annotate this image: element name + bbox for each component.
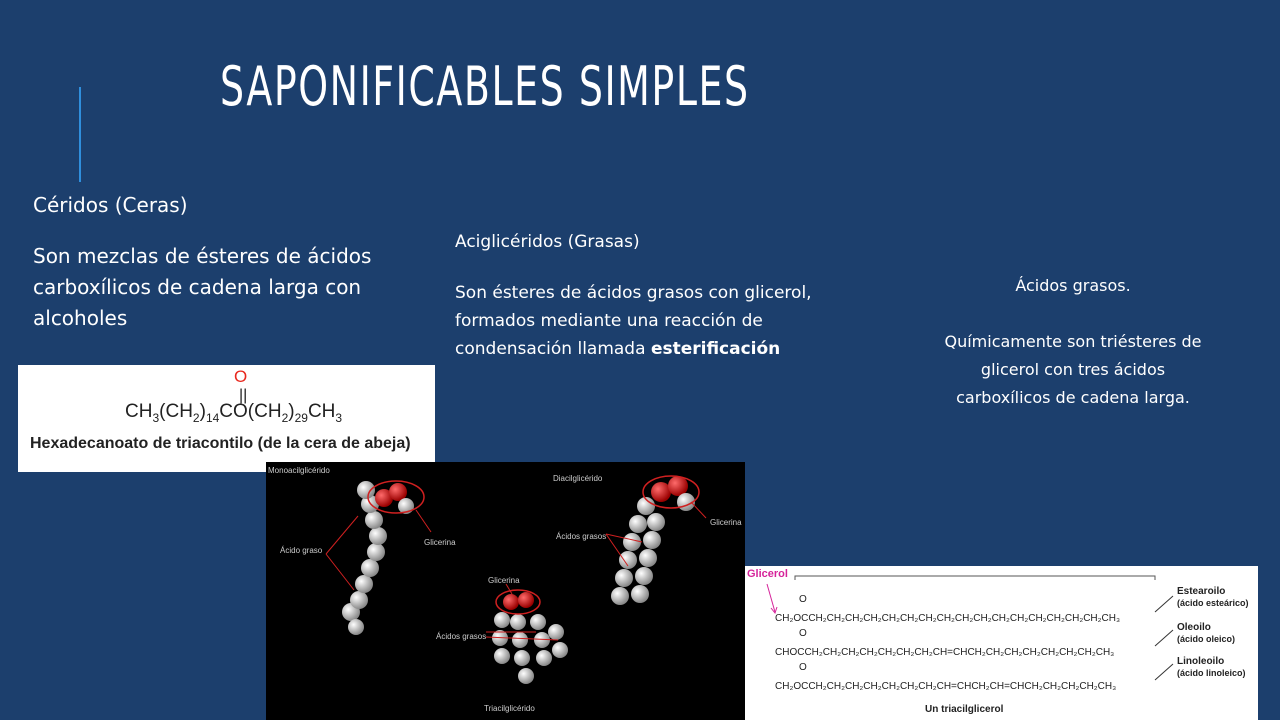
ceridos-body: Son mezclas de ésteres de ácidos carboxílicos de cadena larga con alcoholes: [33, 244, 372, 330]
carbonyl-o-2: O: [799, 628, 807, 639]
cera-figure: [18, 365, 435, 472]
oleoilo-label: Oleoilo: [1177, 622, 1211, 633]
mono-label: Monoacilglicérido: [268, 466, 330, 475]
monoacylglyceride-model: [342, 481, 424, 635]
molecule-figure: [266, 462, 745, 720]
chain-row-1: CH₂OCCH₂CH₂CH₂CH₂CH₂CH₂CH₂CH₂CH₂CH₂CH₂CH₂CH₂CH₂CH₂CH₂CH₃: [775, 613, 1121, 624]
tri-label: Triacilglicérido: [484, 704, 535, 713]
glicerina-label-1: Glicerina: [424, 538, 456, 547]
acilgliceridos-heading: Aciglicéridos (Grasas): [455, 232, 640, 252]
acilgliceridos-body-text: Son ésteres de ácidos grasos con glicerol, formados mediante una reacción de condensación llamada: [455, 283, 812, 359]
acido-oleico-label: (ácido oleico): [1177, 634, 1236, 644]
triglyceride-figure: [745, 566, 1258, 720]
di-label: Diacilglicérido: [553, 474, 603, 483]
linoleoilo-label: Linoleoilo: [1177, 656, 1225, 667]
acidos-grasos-heading: Ácidos grasos.: [1015, 276, 1131, 295]
slide-title: SAPONIFICABLES SIMPLES: [220, 55, 750, 118]
wax-caption: Hexadecanoato de triacontilo (de la cera de abeja): [30, 435, 411, 452]
acido-estearico-label: (ácido esteárico): [1177, 598, 1249, 608]
carbonyl-oxygen: O: [234, 367, 248, 386]
glicerol-label: Glicerol: [747, 568, 788, 580]
chain-row-3: CH₂OCCH₂CH₂CH₂CH₂CH₂CH₂CH₂CH=CHCH₂CH=CHCH₂CH₂CH₂CH₂CH₃: [775, 681, 1117, 692]
acidos-grasos-block: [935, 272, 1211, 412]
esterificacion-term: esterificación: [650, 339, 781, 359]
acido-linoleico-label: (ácido linoleico): [1177, 668, 1246, 678]
triacilglicerol-caption: Un triacilglicerol: [925, 704, 1004, 715]
diacylglyceride-model: [611, 476, 699, 605]
triacylglyceride-model: [492, 590, 568, 684]
title-accent-line: [79, 87, 81, 182]
carbonyl-o-1: O: [799, 594, 807, 605]
acilgliceridos-body: [455, 279, 835, 363]
double-bond: ||: [239, 387, 248, 404]
chain-row-2: CHOCCH₂CH₂CH₂CH₂CH₂CH₂CH₂CH=CHCH₂CH₂CH₂CH₂CH₂CH₂CH₂CH₃: [775, 647, 1115, 658]
carbonyl-o-3: O: [799, 662, 807, 673]
acidos-grasos-label-2: Ácidos grasos: [436, 632, 487, 641]
ceridos-heading: Céridos (Ceras): [33, 193, 188, 217]
acido-graso-label: Ácido graso: [280, 546, 323, 555]
wax-formula: $CH_3(CH_2)_{14}CO(CH_2)_{29}CH_3$: [125, 401, 343, 425]
glicerina-label-3: Glicerina: [488, 576, 520, 585]
acidos-grasos-body: Químicamente son triésteres de glicerol con tres ácidos carboxílicos de cadena larga.: [944, 332, 1202, 407]
acidos-grasos-label-1: Ácidos grasos: [556, 532, 607, 541]
estearoilo-label: Estearoilo: [1177, 586, 1226, 597]
glicerina-label-2: Glicerina: [710, 518, 742, 527]
molecule-drawing: [266, 462, 745, 720]
